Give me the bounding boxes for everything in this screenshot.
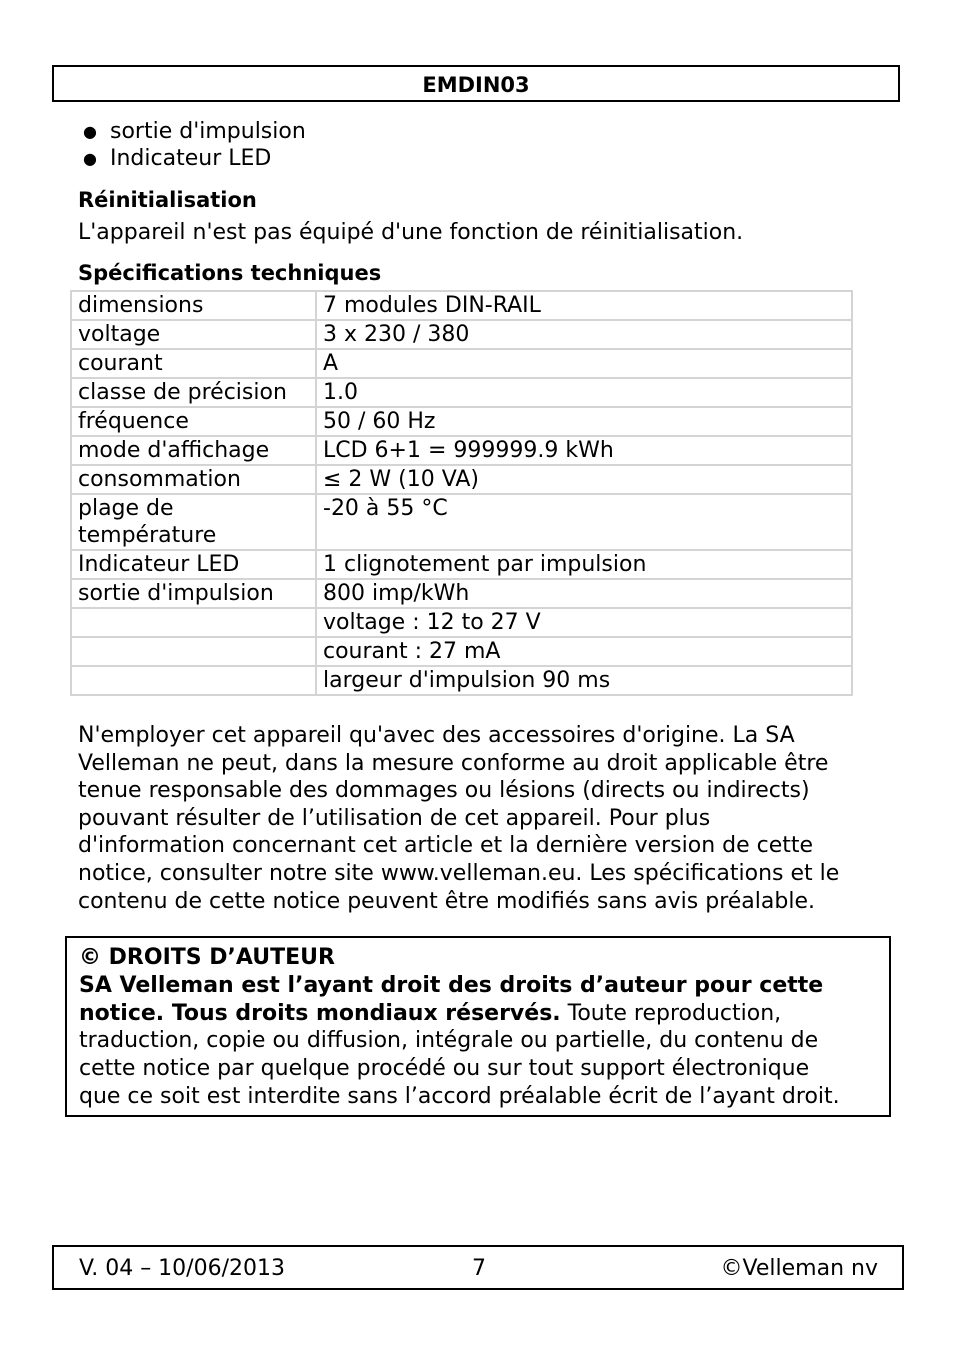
copyright-heading: © DROITS D’AUTEUR — [79, 945, 335, 970]
table-row — [71, 436, 852, 465]
reset-heading: Réinitialisation — [78, 188, 257, 212]
copyright-text: Toute reproduction, — [560, 1000, 782, 1026]
paragraph-line: tenue responsable des dommages ou lésions (directs ou indirects) — [78, 778, 810, 804]
list-item — [78, 145, 306, 172]
list-item — [78, 118, 306, 145]
list-item-label: sortie d'impulsion — [110, 119, 306, 144]
spec-value: 1 clignotement par impulsion — [316, 550, 852, 579]
list-item-label: Indicateur LED — [110, 146, 272, 171]
table-row — [71, 407, 852, 436]
spec-label: dimensions — [71, 291, 316, 320]
spec-value: 7 modules DIN-RAIL — [316, 291, 852, 320]
spec-value: ≤ 2 W (10 VA) — [316, 465, 852, 494]
table-row — [71, 465, 852, 494]
copyright-bold-line: SA Velleman est l’ayant droit des droits d’auteur pour cette — [79, 972, 824, 998]
spec-label: sortie d'impulsion — [71, 579, 316, 608]
spec-label: voltage — [71, 320, 316, 349]
spec-label: classe de précision — [71, 378, 316, 407]
paragraph-line: d'information concernant cet article et la dernière version de cette — [78, 833, 814, 859]
spec-label — [71, 666, 316, 695]
spec-value: 800 imp/kWh — [316, 579, 852, 608]
table-row — [71, 349, 852, 378]
copyright-box — [65, 936, 891, 1117]
reset-text: L'appareil n'est pas équipé d'une fonction de réinitialisation. — [78, 220, 744, 245]
spec-label — [71, 608, 316, 637]
table-row — [71, 378, 852, 407]
page-footer — [52, 1245, 904, 1290]
specs-heading: Spécifications techniques — [78, 261, 382, 285]
paragraph-line: notice, consulter notre site www.velleman.eu. Les spécifications et le — [78, 860, 840, 886]
copyright-line: cette notice par quelque procédé ou sur tout support électronique — [79, 1056, 810, 1082]
table-row — [71, 637, 852, 666]
spec-label: plage de température — [71, 494, 316, 550]
table-row — [71, 291, 852, 320]
spec-label: courant — [71, 349, 316, 378]
copyright-line: traduction, copie ou diffusion, intégrale ou partielle, du contenu de — [79, 1028, 819, 1054]
spec-label: Indicateur LED — [71, 550, 316, 579]
spec-label: fréquence — [71, 407, 316, 436]
spec-value: 50 / 60 Hz — [316, 407, 852, 436]
document-header — [52, 65, 900, 102]
paragraph-line: Velleman ne peut, dans la mesure conforme au droit applicable être — [78, 750, 829, 776]
bullet-icon: ● — [83, 122, 97, 141]
spec-value: 1.0 — [316, 378, 852, 407]
spec-value: LCD 6+1 = 999999.9 kWh — [316, 436, 852, 465]
copyright-bold-text: notice. Tous droits mondiaux réservés. — [79, 1000, 561, 1026]
paragraph-line: pouvant résulter de l’utilisation de cet appareil. Pour plus — [78, 805, 711, 831]
paragraph-line: N'employer cet appareil qu'avec des accessoires d'origine. La SA — [78, 723, 795, 748]
spec-value: -20 à 55 °C — [316, 494, 852, 550]
table-row — [71, 666, 852, 695]
spec-label — [71, 637, 316, 666]
table-row — [71, 608, 852, 637]
version-label: V. 04 – 10/06/2013 — [79, 1256, 285, 1281]
paragraph-line: contenu de cette notice peuvent être modifiés sans avis préalable. — [78, 888, 815, 914]
spec-label: mode d'affichage — [71, 436, 316, 465]
specs-table — [70, 290, 853, 696]
spec-value: 3 x 230 / 380 — [316, 320, 852, 349]
spec-value: largeur d'impulsion 90 ms — [316, 666, 852, 695]
spec-value: voltage : 12 to 27 V — [316, 608, 852, 637]
table-row — [71, 579, 852, 608]
document-title: EMDIN03 — [422, 73, 530, 97]
spec-value: A — [316, 349, 852, 378]
table-row — [71, 494, 852, 550]
footer-copyright: ©Velleman nv — [720, 1256, 878, 1281]
bullet-icon: ● — [83, 149, 97, 168]
spec-label: consommation — [71, 465, 316, 494]
table-row — [71, 320, 852, 349]
page-number: 7 — [472, 1256, 486, 1281]
feature-list — [78, 118, 306, 172]
spec-value: courant : 27 mA — [316, 637, 852, 666]
disclaimer-paragraph — [78, 722, 878, 915]
copyright-mixed-line — [79, 1000, 889, 1028]
copyright-line: que ce soit est interdite sans l’accord préalable écrit de l’ayant droit. — [79, 1083, 840, 1109]
table-row — [71, 550, 852, 579]
